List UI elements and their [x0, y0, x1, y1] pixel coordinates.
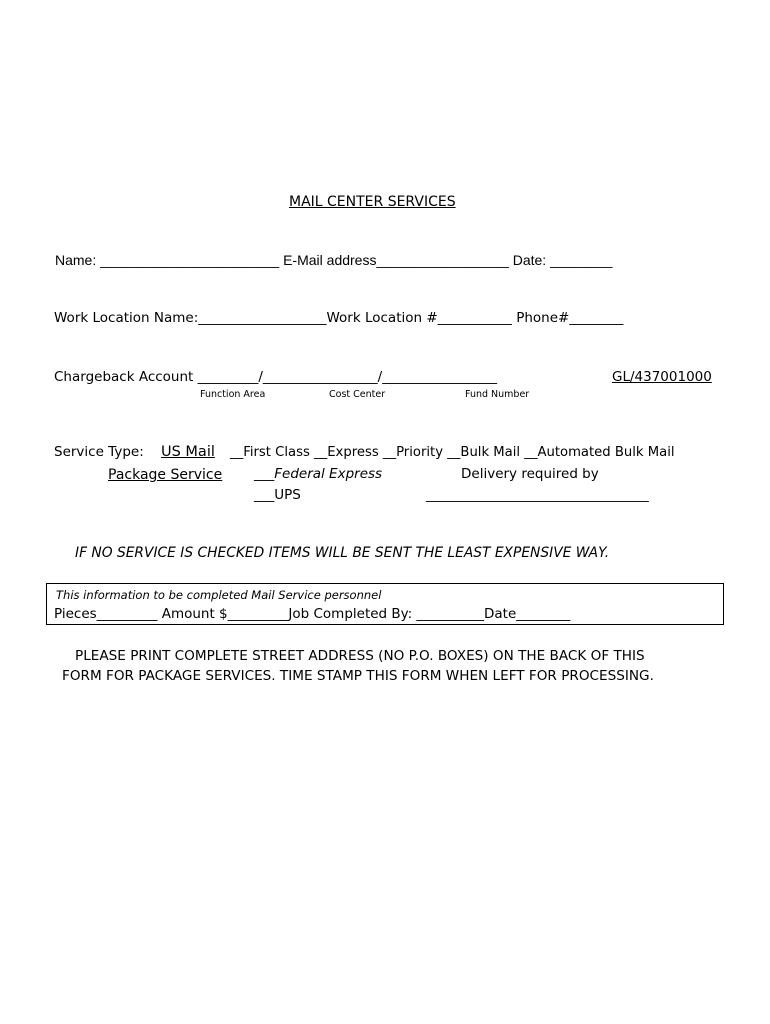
ups-option: ___UPS: [254, 487, 301, 503]
address-instructions-line-1: PLEASE PRINT COMPLETE STREET ADDRESS (NO P.O. BOXES) ON THE BACK OF THIS: [75, 648, 645, 664]
service-type-label: Service Type:: [54, 444, 144, 460]
delivery-date-line: _________________________________: [426, 487, 649, 503]
us-mail-label: US Mail: [161, 444, 215, 460]
completion-fields: Pieces_________ Amount $_________Job Completed By: __________Date________: [54, 606, 571, 622]
gl-account: GL/437001000: [612, 369, 712, 385]
package-service-label: Package Service: [108, 467, 223, 483]
mail-service-personnel-box: [46, 583, 724, 625]
cost-center-caption: Cost Center: [329, 389, 386, 400]
function-area-caption: Function Area: [200, 389, 266, 400]
address-instructions-line-2: FORM FOR PACKAGE SERVICES. TIME STAMP THIS FORM WHEN LEFT FOR PROCESSING.: [62, 668, 654, 684]
personnel-caption: This information to be completed Mail Service personnel: [56, 588, 382, 602]
least-expensive-notice: IF NO SERVICE IS CHECKED ITEMS WILL BE SENT THE LEAST EXPENSIVE WAY.: [75, 545, 610, 561]
delivery-required-label: Delivery required by: [461, 466, 599, 482]
federal-express-option: ___Federal Express: [254, 466, 383, 482]
name-email-date-row: Name: _______________________ E-Mail address_________________ Date: ________: [55, 252, 613, 268]
fund-number-caption: Fund Number: [465, 389, 530, 400]
form-title: MAIL CENTER SERVICES: [289, 194, 456, 210]
work-location-row: Work Location Name:___________________Work Location #___________ Phone#________: [54, 310, 624, 326]
chargeback-account-row: Chargeback Account _________/_________________/_________________: [54, 369, 497, 385]
us-mail-options: __First Class __Express __Priority __Bulk Mail __Automated Bulk Mail: [230, 445, 675, 460]
